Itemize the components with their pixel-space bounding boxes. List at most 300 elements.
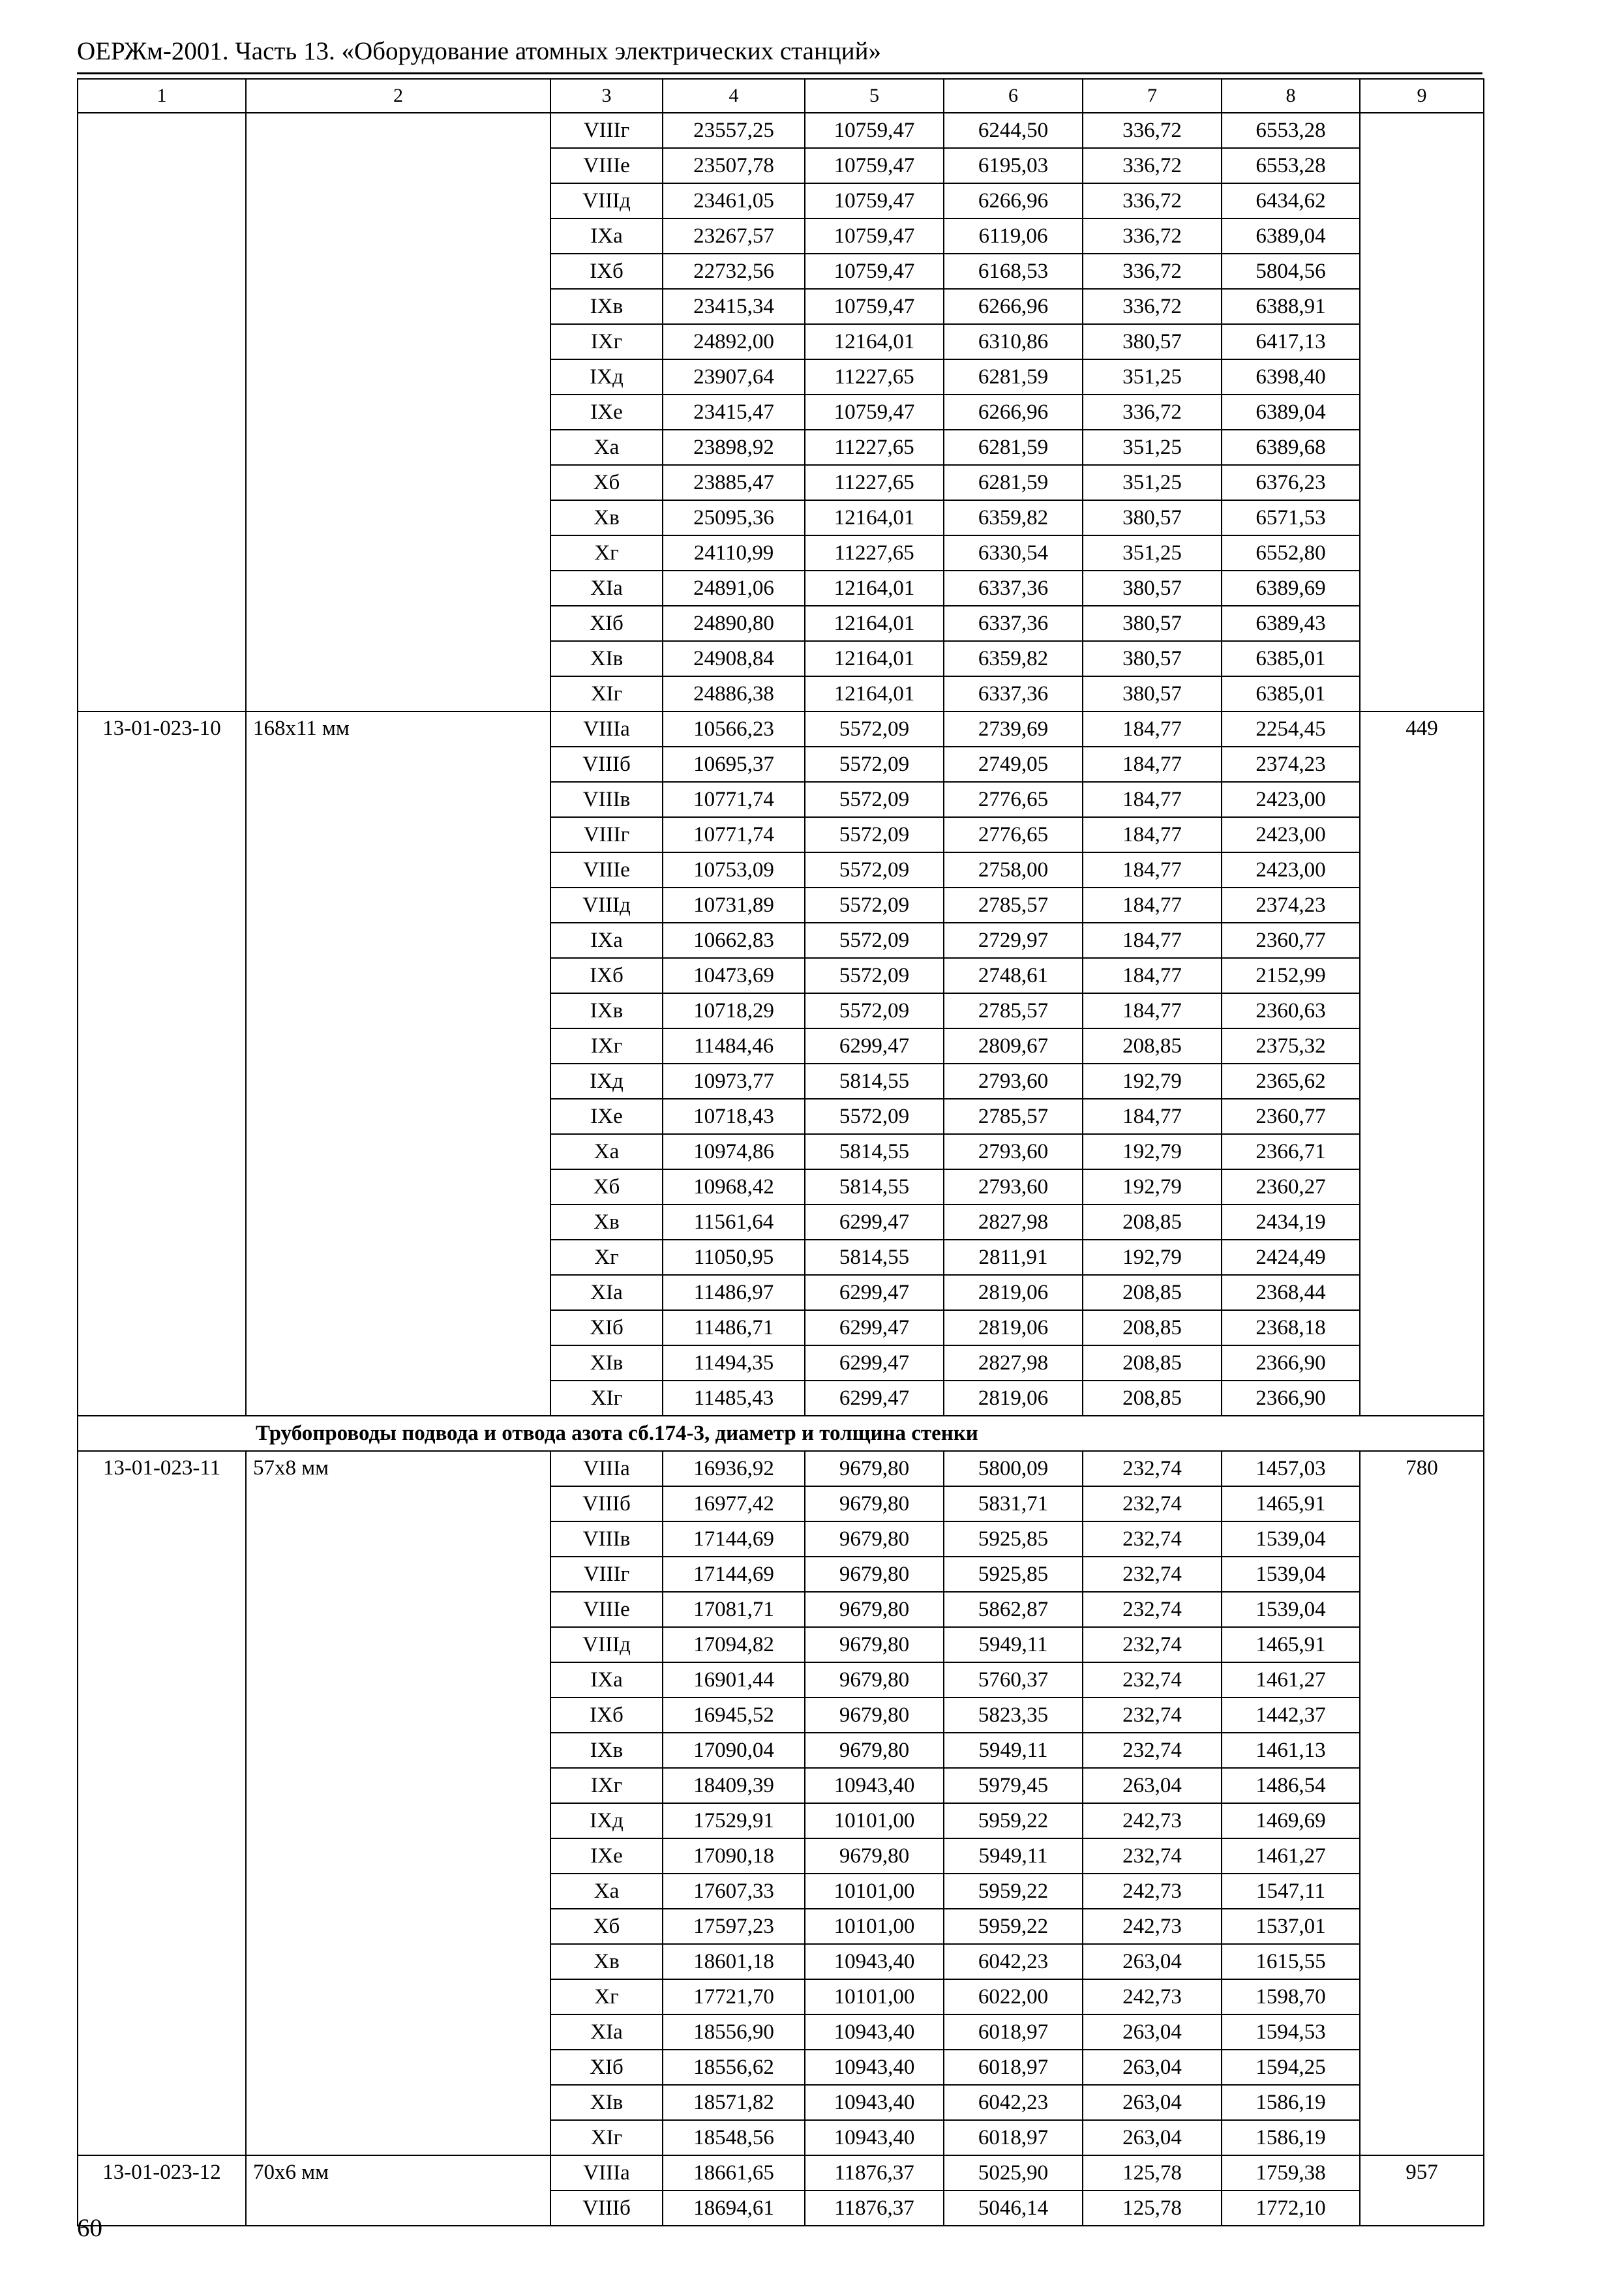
labor-cell: 449 — [1360, 711, 1484, 1416]
machine-cost-cell: 6266,96 — [944, 289, 1083, 324]
wages-cell: 5572,09 — [805, 888, 944, 923]
column-number: 7 — [1083, 79, 1222, 113]
machine-cost-cell: 6337,36 — [944, 676, 1083, 711]
labor-cell — [1360, 113, 1484, 711]
wages-cell: 11876,37 — [805, 2191, 944, 2226]
operator-wages-cell: 232,74 — [1083, 1838, 1222, 1874]
total-cost-cell: 10473,69 — [663, 958, 805, 993]
total-cost-cell: 24891,06 — [663, 571, 805, 606]
materials-cell: 6434,62 — [1222, 183, 1360, 218]
materials-cell: 2360,27 — [1222, 1169, 1360, 1204]
total-cost-cell: 24110,99 — [663, 535, 805, 571]
wages-cell: 5572,09 — [805, 747, 944, 782]
operator-wages-cell: 184,77 — [1083, 1099, 1222, 1134]
operator-wages-cell: 232,74 — [1083, 1662, 1222, 1698]
wages-cell: 5572,09 — [805, 817, 944, 852]
wages-cell: 5814,55 — [805, 1240, 944, 1275]
machine-cost-cell: 2776,65 — [944, 782, 1083, 817]
materials-cell: 1759,38 — [1222, 2155, 1360, 2191]
machine-cost-cell: 6042,23 — [944, 2085, 1083, 2120]
total-cost-cell: 17081,71 — [663, 1592, 805, 1627]
materials-cell: 6385,01 — [1222, 676, 1360, 711]
category-cell: XIб — [550, 2050, 663, 2085]
wages-cell: 10759,47 — [805, 218, 944, 254]
category-cell: VIIIг — [550, 817, 663, 852]
category-cell: IXд — [550, 1803, 663, 1838]
total-cost-cell: 23557,25 — [663, 113, 805, 148]
materials-cell: 1539,04 — [1222, 1557, 1360, 1592]
column-number: 4 — [663, 79, 805, 113]
category-cell: XIв — [550, 641, 663, 676]
total-cost-cell: 24886,38 — [663, 676, 805, 711]
table-row — [78, 1451, 1484, 1486]
wages-cell: 10759,47 — [805, 254, 944, 289]
category-cell: VIIIб — [550, 747, 663, 782]
operator-wages-cell: 208,85 — [1083, 1028, 1222, 1064]
column-number: 9 — [1360, 79, 1484, 113]
machine-cost-cell: 5800,09 — [944, 1451, 1083, 1486]
category-cell: Xг — [550, 1240, 663, 1275]
operator-wages-cell: 242,73 — [1083, 1874, 1222, 1909]
machine-cost-cell: 2729,97 — [944, 923, 1083, 958]
materials-cell: 2360,63 — [1222, 993, 1360, 1028]
total-cost-cell: 23507,78 — [663, 148, 805, 183]
category-cell: XIг — [550, 676, 663, 711]
machine-cost-cell: 2827,98 — [944, 1345, 1083, 1381]
category-cell: IXд — [550, 359, 663, 395]
machine-cost-cell: 6359,82 — [944, 641, 1083, 676]
materials-cell: 2368,18 — [1222, 1310, 1360, 1345]
materials-cell: 2366,90 — [1222, 1381, 1360, 1416]
category-cell: Xг — [550, 1979, 663, 2014]
total-cost-cell: 17529,91 — [663, 1803, 805, 1838]
machine-cost-cell: 2819,06 — [944, 1381, 1083, 1416]
materials-cell: 1615,55 — [1222, 1944, 1360, 1979]
operator-wages-cell: 380,57 — [1083, 606, 1222, 641]
total-cost-cell: 10973,77 — [663, 1064, 805, 1099]
total-cost-cell: 18661,65 — [663, 2155, 805, 2191]
operator-wages-cell: 184,77 — [1083, 852, 1222, 888]
materials-cell: 2366,90 — [1222, 1345, 1360, 1381]
total-cost-cell: 18694,61 — [663, 2191, 805, 2226]
column-number: 1 — [78, 79, 246, 113]
category-cell: Xа — [550, 1874, 663, 1909]
operator-wages-cell: 380,57 — [1083, 571, 1222, 606]
operator-wages-cell: 232,74 — [1083, 1698, 1222, 1733]
materials-cell: 6553,28 — [1222, 148, 1360, 183]
machine-cost-cell: 5831,71 — [944, 1486, 1083, 1521]
wages-cell: 12164,01 — [805, 676, 944, 711]
total-cost-cell: 23415,47 — [663, 395, 805, 430]
materials-cell: 2424,49 — [1222, 1240, 1360, 1275]
wages-cell: 5572,09 — [805, 958, 944, 993]
total-cost-cell: 18548,56 — [663, 2120, 805, 2155]
total-cost-cell: 10662,83 — [663, 923, 805, 958]
operator-wages-cell: 192,79 — [1083, 1064, 1222, 1099]
operator-wages-cell: 380,57 — [1083, 676, 1222, 711]
wages-cell: 12164,01 — [805, 641, 944, 676]
category-cell: IXв — [550, 289, 663, 324]
materials-cell: 2374,23 — [1222, 747, 1360, 782]
materials-cell: 1442,37 — [1222, 1698, 1360, 1733]
operator-wages-cell: 232,74 — [1083, 1557, 1222, 1592]
wages-cell: 11876,37 — [805, 2155, 944, 2191]
machine-cost-cell: 5959,22 — [944, 1874, 1083, 1909]
total-cost-cell: 10974,86 — [663, 1134, 805, 1169]
operator-wages-cell: 232,74 — [1083, 1592, 1222, 1627]
table-body — [78, 79, 1484, 2226]
materials-cell: 6388,91 — [1222, 289, 1360, 324]
operator-wages-cell: 263,04 — [1083, 2050, 1222, 2085]
total-cost-cell: 24908,84 — [663, 641, 805, 676]
category-cell: IXе — [550, 1838, 663, 1874]
wages-cell: 5814,55 — [805, 1134, 944, 1169]
materials-cell: 1547,11 — [1222, 1874, 1360, 1909]
total-cost-cell: 17607,33 — [663, 1874, 805, 1909]
materials-cell: 1461,13 — [1222, 1733, 1360, 1768]
machine-cost-cell: 2748,61 — [944, 958, 1083, 993]
operator-wages-cell: 351,25 — [1083, 535, 1222, 571]
operator-wages-cell: 351,25 — [1083, 359, 1222, 395]
total-cost-cell: 22732,56 — [663, 254, 805, 289]
operator-wages-cell: 263,04 — [1083, 1944, 1222, 1979]
column-number: 5 — [805, 79, 944, 113]
machine-cost-cell: 2739,69 — [944, 711, 1083, 747]
machine-cost-cell: 6018,97 — [944, 2120, 1083, 2155]
operator-wages-cell: 232,74 — [1083, 1733, 1222, 1768]
total-cost-cell: 10718,29 — [663, 993, 805, 1028]
total-cost-cell: 23415,34 — [663, 289, 805, 324]
category-cell: Xб — [550, 465, 663, 500]
total-cost-cell: 11050,95 — [663, 1240, 805, 1275]
operator-wages-cell: 380,57 — [1083, 641, 1222, 676]
materials-cell: 6376,23 — [1222, 465, 1360, 500]
machine-cost-cell: 2819,06 — [944, 1275, 1083, 1310]
total-cost-cell: 18601,18 — [663, 1944, 805, 1979]
wages-cell: 9679,80 — [805, 1838, 944, 1874]
total-cost-cell: 23885,47 — [663, 465, 805, 500]
category-cell: IXг — [550, 1028, 663, 1064]
operator-wages-cell: 232,74 — [1083, 1486, 1222, 1521]
machine-cost-cell: 5823,35 — [944, 1698, 1083, 1733]
materials-cell: 6389,43 — [1222, 606, 1360, 641]
wages-cell: 10943,40 — [805, 1944, 944, 1979]
materials-cell: 1594,25 — [1222, 2050, 1360, 2085]
wages-cell: 10101,00 — [805, 1979, 944, 2014]
category-cell: VIIIе — [550, 852, 663, 888]
wages-cell: 10759,47 — [805, 289, 944, 324]
total-cost-cell: 23267,57 — [663, 218, 805, 254]
wages-cell: 9679,80 — [805, 1451, 944, 1486]
wages-cell: 9679,80 — [805, 1627, 944, 1662]
wages-cell: 12164,01 — [805, 606, 944, 641]
wages-cell: 11227,65 — [805, 535, 944, 571]
operator-wages-cell: 184,77 — [1083, 888, 1222, 923]
category-cell: XIа — [550, 1275, 663, 1310]
materials-cell: 1537,01 — [1222, 1909, 1360, 1944]
materials-cell: 1586,19 — [1222, 2085, 1360, 2120]
total-cost-cell: 17090,18 — [663, 1838, 805, 1874]
total-cost-cell: 16901,44 — [663, 1662, 805, 1698]
category-cell: XIв — [550, 2085, 663, 2120]
rate-code — [78, 113, 246, 711]
machine-cost-cell: 6195,03 — [944, 148, 1083, 183]
wages-cell: 10943,40 — [805, 2085, 944, 2120]
total-cost-cell: 17721,70 — [663, 1979, 805, 2014]
total-cost-cell: 17144,69 — [663, 1557, 805, 1592]
total-cost-cell: 24892,00 — [663, 324, 805, 359]
machine-cost-cell: 6042,23 — [944, 1944, 1083, 1979]
machine-cost-cell: 5025,90 — [944, 2155, 1083, 2191]
operator-wages-cell: 232,74 — [1083, 1627, 1222, 1662]
section-heading-row — [78, 1416, 1484, 1451]
machine-cost-cell: 6337,36 — [944, 571, 1083, 606]
header-rule — [77, 72, 1482, 74]
category-cell: VIIIд — [550, 183, 663, 218]
operator-wages-cell: 184,77 — [1083, 993, 1222, 1028]
machine-cost-cell: 5959,22 — [944, 1803, 1083, 1838]
wages-cell: 9679,80 — [805, 1698, 944, 1733]
materials-cell: 1586,19 — [1222, 2120, 1360, 2155]
pipe-dimension: 70х6 мм — [246, 2155, 550, 2226]
total-cost-cell: 16945,52 — [663, 1698, 805, 1733]
total-cost-cell: 10771,74 — [663, 782, 805, 817]
total-cost-cell: 11485,43 — [663, 1381, 805, 1416]
materials-cell: 2360,77 — [1222, 1099, 1360, 1134]
pipe-dimension — [246, 113, 550, 711]
wages-cell: 10943,40 — [805, 2120, 944, 2155]
category-cell: VIIIб — [550, 1486, 663, 1521]
machine-cost-cell: 5949,11 — [944, 1627, 1083, 1662]
machine-cost-cell: 6022,00 — [944, 1979, 1083, 2014]
category-cell: Xб — [550, 1909, 663, 1944]
machine-cost-cell: 5925,85 — [944, 1521, 1083, 1557]
total-cost-cell: 18409,39 — [663, 1768, 805, 1803]
machine-cost-cell: 2776,65 — [944, 817, 1083, 852]
machine-cost-cell: 2785,57 — [944, 993, 1083, 1028]
machine-cost-cell: 6281,59 — [944, 430, 1083, 465]
category-cell: Xа — [550, 1134, 663, 1169]
operator-wages-cell: 263,04 — [1083, 2014, 1222, 2050]
total-cost-cell: 16977,42 — [663, 1486, 805, 1521]
operator-wages-cell: 184,77 — [1083, 817, 1222, 852]
wages-cell: 9679,80 — [805, 1521, 944, 1557]
materials-cell: 2366,71 — [1222, 1134, 1360, 1169]
materials-cell: 6389,04 — [1222, 218, 1360, 254]
page-number: 60 — [77, 2214, 102, 2242]
machine-cost-cell: 2793,60 — [944, 1064, 1083, 1099]
machine-cost-cell: 5925,85 — [944, 1557, 1083, 1592]
category-cell: XIа — [550, 571, 663, 606]
wages-cell: 10759,47 — [805, 395, 944, 430]
total-cost-cell: 11494,35 — [663, 1345, 805, 1381]
pipe-dimension: 57х8 мм — [246, 1451, 550, 2155]
wages-cell: 9679,80 — [805, 1557, 944, 1592]
materials-cell: 5804,56 — [1222, 254, 1360, 289]
total-cost-cell: 10566,23 — [663, 711, 805, 747]
operator-wages-cell: 208,85 — [1083, 1345, 1222, 1381]
wages-cell: 5572,09 — [805, 1099, 944, 1134]
operator-wages-cell: 208,85 — [1083, 1204, 1222, 1240]
total-cost-cell: 24890,80 — [663, 606, 805, 641]
machine-cost-cell: 6018,97 — [944, 2014, 1083, 2050]
category-cell: IXг — [550, 1768, 663, 1803]
machine-cost-cell: 2785,57 — [944, 888, 1083, 923]
machine-cost-cell: 5949,11 — [944, 1733, 1083, 1768]
operator-wages-cell: 242,73 — [1083, 1803, 1222, 1838]
machine-cost-cell: 6330,54 — [944, 535, 1083, 571]
total-cost-cell: 18571,82 — [663, 2085, 805, 2120]
total-cost-cell: 16936,92 — [663, 1451, 805, 1486]
category-cell: Xв — [550, 500, 663, 535]
operator-wages-cell: 232,74 — [1083, 1451, 1222, 1486]
pipe-dimension: 168х11 мм — [246, 711, 550, 1416]
category-cell: IXг — [550, 324, 663, 359]
materials-cell: 6385,01 — [1222, 641, 1360, 676]
operator-wages-cell: 263,04 — [1083, 2120, 1222, 2155]
materials-cell: 1486,54 — [1222, 1768, 1360, 1803]
materials-cell: 1539,04 — [1222, 1521, 1360, 1557]
machine-cost-cell: 6168,53 — [944, 254, 1083, 289]
wages-cell: 11227,65 — [805, 465, 944, 500]
wages-cell: 10759,47 — [805, 113, 944, 148]
operator-wages-cell: 192,79 — [1083, 1240, 1222, 1275]
materials-cell: 1598,70 — [1222, 1979, 1360, 2014]
wages-cell: 10943,40 — [805, 1768, 944, 1803]
materials-cell: 1465,91 — [1222, 1627, 1360, 1662]
machine-cost-cell: 2749,05 — [944, 747, 1083, 782]
wages-cell: 10943,40 — [805, 2050, 944, 2085]
total-cost-cell: 17090,04 — [663, 1733, 805, 1768]
category-cell: IXа — [550, 1662, 663, 1698]
wages-cell: 5814,55 — [805, 1064, 944, 1099]
category-cell: IXа — [550, 218, 663, 254]
wages-cell: 6299,47 — [805, 1345, 944, 1381]
category-cell: VIIIа — [550, 2155, 663, 2191]
category-cell: VIIIг — [550, 1557, 663, 1592]
wages-cell: 5814,55 — [805, 1169, 944, 1204]
rates-table — [77, 78, 1484, 2226]
category-cell: XIв — [550, 1345, 663, 1381]
machine-cost-cell: 5979,45 — [944, 1768, 1083, 1803]
materials-cell: 6417,13 — [1222, 324, 1360, 359]
labor-cell: 780 — [1360, 1451, 1484, 2155]
wages-cell: 11227,65 — [805, 430, 944, 465]
materials-cell: 6552,80 — [1222, 535, 1360, 571]
materials-cell: 2423,00 — [1222, 817, 1360, 852]
machine-cost-cell: 5949,11 — [944, 1838, 1083, 1874]
page-header: ОЕРЖм-2001. Часть 13. «Оборудование атомных электрических станций» — [77, 37, 881, 65]
category-cell: XIг — [550, 2120, 663, 2155]
category-cell: XIб — [550, 606, 663, 641]
wages-cell: 10943,40 — [805, 2014, 944, 2050]
operator-wages-cell: 336,72 — [1083, 289, 1222, 324]
materials-cell: 6571,53 — [1222, 500, 1360, 535]
total-cost-cell: 11486,71 — [663, 1310, 805, 1345]
category-cell: IXб — [550, 254, 663, 289]
materials-cell: 2423,00 — [1222, 782, 1360, 817]
operator-wages-cell: 232,74 — [1083, 1521, 1222, 1557]
section-heading: Трубопроводы подвода и отвода азота сб.174-3, диаметр и толщина стенки — [78, 1416, 1484, 1451]
wages-cell: 6299,47 — [805, 1381, 944, 1416]
category-cell: XIб — [550, 1310, 663, 1345]
category-cell: VIIIа — [550, 711, 663, 747]
category-cell: IXе — [550, 1099, 663, 1134]
column-number: 8 — [1222, 79, 1360, 113]
category-cell: IXа — [550, 923, 663, 958]
wages-cell: 10101,00 — [805, 1909, 944, 1944]
rate-code: 13-01-023-12 — [78, 2155, 246, 2226]
category-cell: IXе — [550, 395, 663, 430]
machine-cost-cell: 6337,36 — [944, 606, 1083, 641]
column-number: 3 — [550, 79, 663, 113]
materials-cell: 2434,19 — [1222, 1204, 1360, 1240]
column-number-row — [78, 79, 1484, 113]
table-row — [78, 113, 1484, 148]
wages-cell: 5572,09 — [805, 923, 944, 958]
category-cell: IXд — [550, 1064, 663, 1099]
operator-wages-cell: 208,85 — [1083, 1381, 1222, 1416]
operator-wages-cell: 192,79 — [1083, 1134, 1222, 1169]
category-cell: IXв — [550, 993, 663, 1028]
wages-cell: 9679,80 — [805, 1733, 944, 1768]
table-row — [78, 2155, 1484, 2191]
operator-wages-cell: 380,57 — [1083, 500, 1222, 535]
machine-cost-cell: 5862,87 — [944, 1592, 1083, 1627]
wages-cell: 10101,00 — [805, 1803, 944, 1838]
category-cell: VIIIд — [550, 1627, 663, 1662]
operator-wages-cell: 125,78 — [1083, 2191, 1222, 2226]
rate-code: 13-01-023-10 — [78, 711, 246, 1416]
operator-wages-cell: 242,73 — [1083, 1979, 1222, 2014]
machine-cost-cell: 2811,91 — [944, 1240, 1083, 1275]
materials-cell: 2254,45 — [1222, 711, 1360, 747]
total-cost-cell: 17597,23 — [663, 1909, 805, 1944]
machine-cost-cell: 2758,00 — [944, 852, 1083, 888]
materials-cell: 2152,99 — [1222, 958, 1360, 993]
category-cell: Xа — [550, 430, 663, 465]
wages-cell: 9679,80 — [805, 1662, 944, 1698]
wages-cell: 6299,47 — [805, 1204, 944, 1240]
wages-cell: 12164,01 — [805, 324, 944, 359]
total-cost-cell: 10753,09 — [663, 852, 805, 888]
total-cost-cell: 23461,05 — [663, 183, 805, 218]
materials-cell: 6553,28 — [1222, 113, 1360, 148]
total-cost-cell: 18556,62 — [663, 2050, 805, 2085]
category-cell: Xг — [550, 535, 663, 571]
materials-cell: 1461,27 — [1222, 1838, 1360, 1874]
materials-cell: 6389,68 — [1222, 430, 1360, 465]
wages-cell: 5572,09 — [805, 852, 944, 888]
total-cost-cell: 11486,97 — [663, 1275, 805, 1310]
total-cost-cell: 11561,64 — [663, 1204, 805, 1240]
machine-cost-cell: 5959,22 — [944, 1909, 1083, 1944]
machine-cost-cell: 5046,14 — [944, 2191, 1083, 2226]
machine-cost-cell: 2785,57 — [944, 1099, 1083, 1134]
category-cell: VIIIд — [550, 888, 663, 923]
category-cell: VIIIе — [550, 148, 663, 183]
materials-cell: 2365,62 — [1222, 1064, 1360, 1099]
wages-cell: 5572,09 — [805, 782, 944, 817]
wages-cell: 6299,47 — [805, 1028, 944, 1064]
category-cell: VIIIв — [550, 782, 663, 817]
wages-cell: 6299,47 — [805, 1310, 944, 1345]
machine-cost-cell: 6281,59 — [944, 359, 1083, 395]
category-cell: Xб — [550, 1169, 663, 1204]
total-cost-cell: 18556,90 — [663, 2014, 805, 2050]
operator-wages-cell: 336,72 — [1083, 254, 1222, 289]
total-cost-cell: 10695,37 — [663, 747, 805, 782]
